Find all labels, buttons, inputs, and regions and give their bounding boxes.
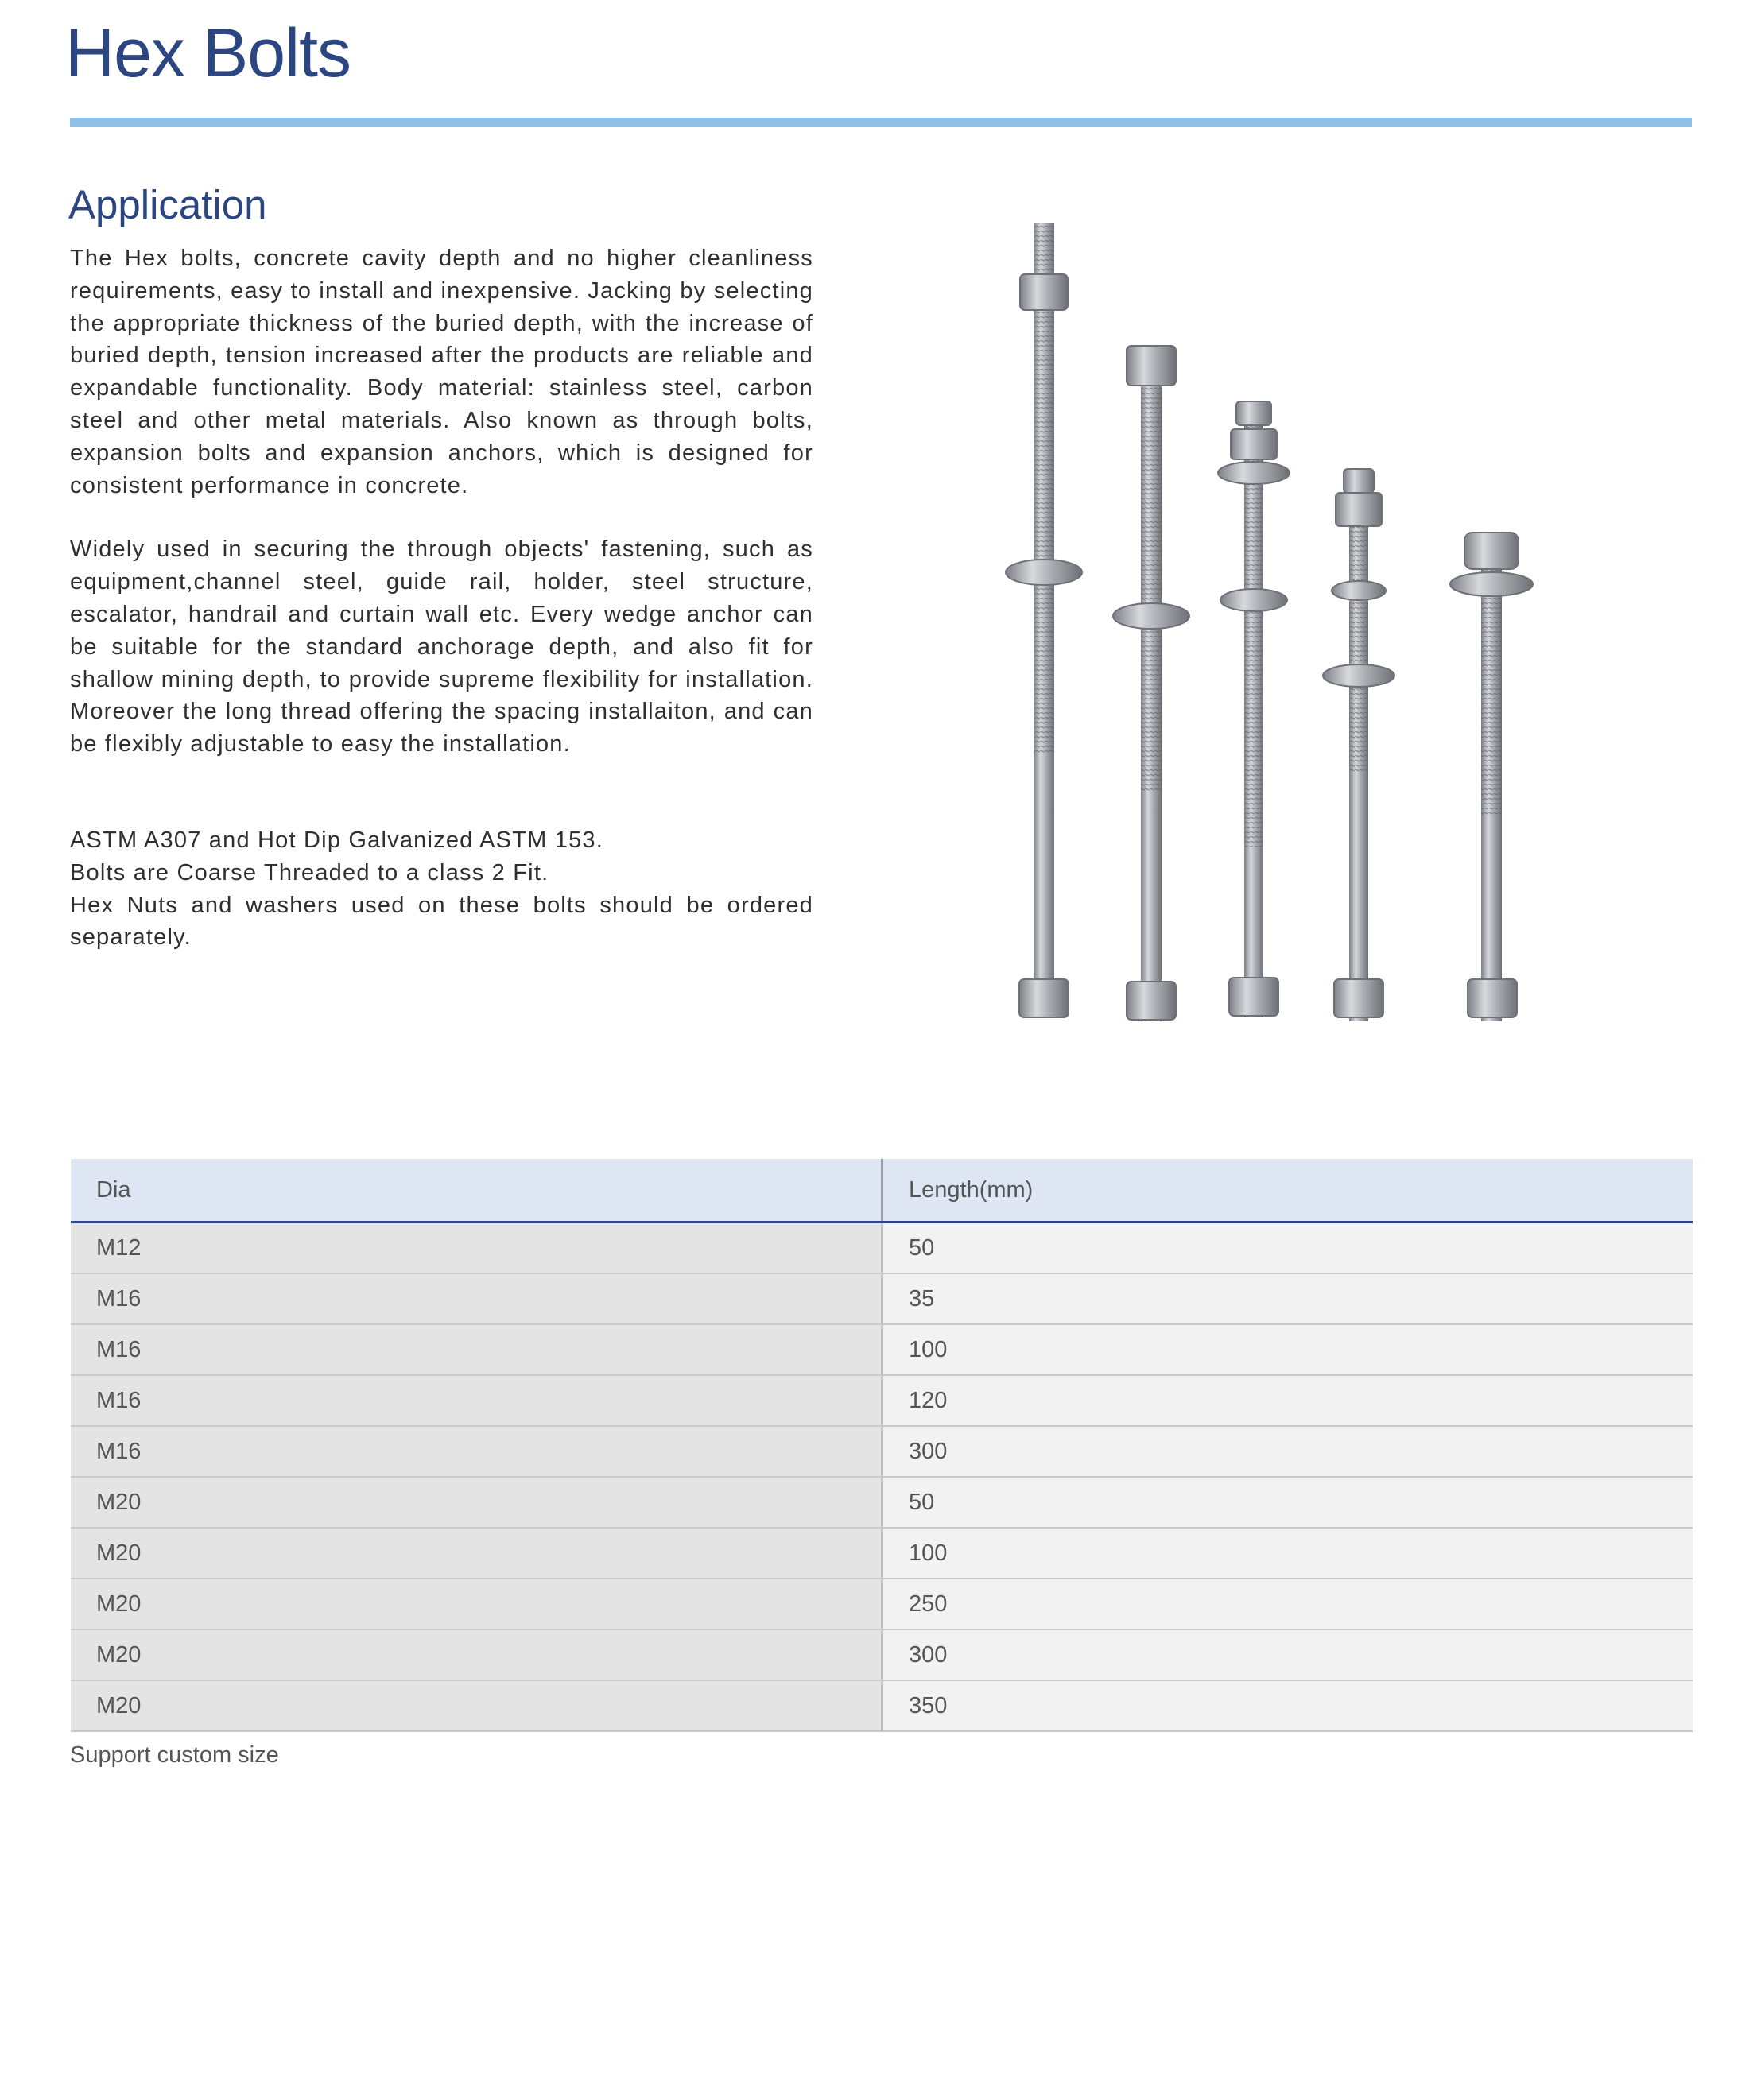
spec-list	[70, 824, 813, 954]
column-header-length: Length(mm)	[882, 1159, 1693, 1222]
table-row	[71, 1629, 1693, 1680]
application-heading: Application	[68, 182, 267, 227]
cell-length: 100	[882, 1324, 1693, 1375]
cell-length: 300	[882, 1426, 1693, 1477]
spec-line: Bolts are Coarse Threaded to a class 2 Fit.	[70, 859, 549, 885]
table-row	[71, 1222, 1693, 1274]
cell-dia: M16	[71, 1324, 882, 1375]
table-row	[71, 1528, 1693, 1579]
size-table	[71, 1159, 1693, 1732]
bolt-4	[1323, 469, 1394, 1021]
table-row	[71, 1273, 1693, 1324]
cell-dia: M16	[71, 1426, 882, 1477]
table-row	[71, 1426, 1693, 1477]
bolt-3	[1218, 401, 1290, 1017]
cell-dia: M12	[71, 1222, 882, 1274]
cell-dia: M20	[71, 1477, 882, 1528]
table-footnote: Support custom size	[70, 1742, 279, 1768]
table-row	[71, 1680, 1693, 1731]
application-paragraph-1: The Hex bolts, concrete cavity depth and no higher cleanliness requirements, easy to install and inexpensive. Jacking by selecting the appropriate thickness of the buried depth, with the increase of buried depth, tension increased after the products are reliable and expandable functionality. Body material: stainless steel, carbon steel and other metal materials. Also known as through bolts, expansion bolts and expansion anchors, which is designed for consistent performance in concrete.	[70, 246, 813, 498]
cell-length: 250	[882, 1579, 1693, 1629]
cell-length: 35	[882, 1273, 1693, 1324]
bolt-2	[1113, 346, 1189, 1021]
cell-length: 100	[882, 1528, 1693, 1579]
spec-line: ASTM A307 and Hot Dip Galvanized ASTM 153.	[70, 827, 603, 853]
cell-dia: M20	[71, 1629, 882, 1680]
cell-dia: M20	[71, 1579, 882, 1629]
table-row	[71, 1579, 1693, 1629]
table-header-row	[71, 1159, 1693, 1222]
cell-length: 50	[882, 1477, 1693, 1528]
hex-bolts-photo	[978, 207, 1614, 1033]
cell-length: 350	[882, 1680, 1693, 1731]
application-paragraph-2: Widely used in securing the through objects' fastening, such as equipment,channel steel, guide rail, holder, steel structure, escalator, handrail and curtain wall etc. Every wedge anchor can be suitable for the standard anchorage depth, and also fit for shallow mining depth, to provide supreme flexibility for installation. Moreover the long thread offering the spacing installaiton, and can be flexibly adjustable to easy the installation.	[70, 537, 813, 757]
cell-dia: M20	[71, 1528, 882, 1579]
page-title: Hex Bolts	[65, 15, 351, 91]
table-row	[71, 1477, 1693, 1528]
application-text	[70, 242, 813, 954]
cell-length: 50	[882, 1222, 1693, 1274]
title-rule	[70, 118, 1692, 127]
table-row	[71, 1375, 1693, 1426]
bolt-5	[1450, 533, 1533, 1021]
bolt-1	[1006, 223, 1082, 1017]
cell-length: 120	[882, 1375, 1693, 1426]
cell-dia: M20	[71, 1680, 882, 1731]
column-header-dia: Dia	[71, 1159, 882, 1222]
table-row	[71, 1324, 1693, 1375]
cell-length: 300	[882, 1629, 1693, 1680]
cell-dia: M16	[71, 1375, 882, 1426]
spec-line: Hex Nuts and washers used on these bolts should be ordered separately.	[70, 892, 813, 951]
cell-dia: M16	[71, 1273, 882, 1324]
